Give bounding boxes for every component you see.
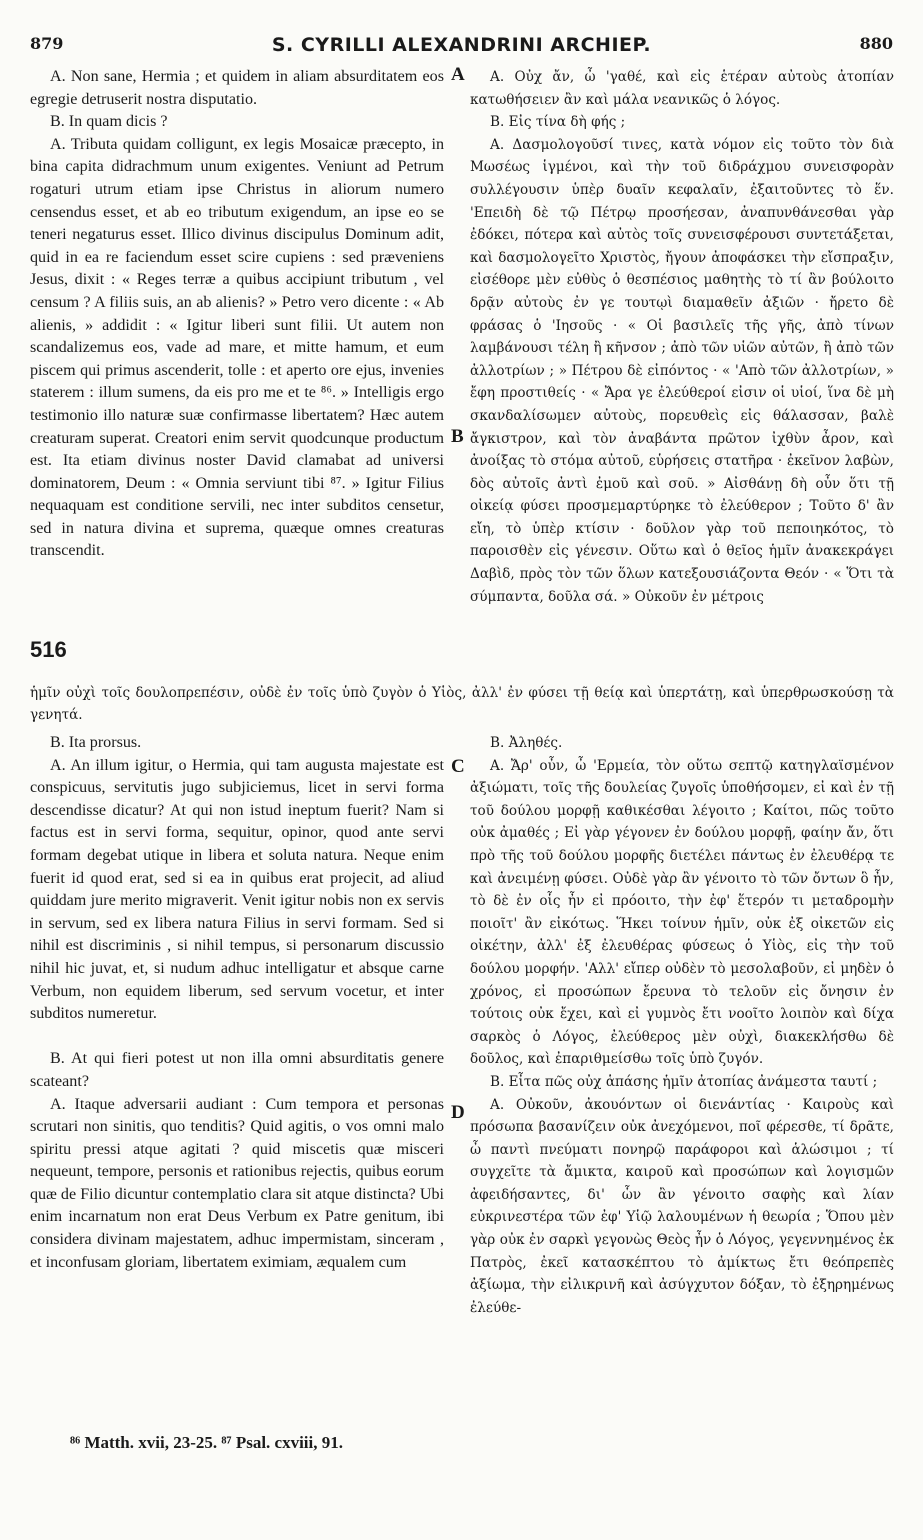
paragraph-gap xyxy=(30,1026,444,1049)
latin-paragraph: A. Non sane, Hermia ; et quidem in aliam absurditatem eos egregie detruserit nostra disputatio. xyxy=(30,68,444,108)
left-page-number: 879 xyxy=(30,34,64,53)
section-marker-a: A xyxy=(451,64,465,85)
running-title: S. CYRILLI ALEXANDRINI ARCHIEP. xyxy=(271,34,652,56)
greek-paragraph: A. Οὐχ ἄν, ὦ 'γαθέ, καὶ εἰς ἑτέραν αὐτοὺς ἀτοπίαν κατωθήσειεν ἂν καὶ μάλα νεανικῶς ὁ λόγος. xyxy=(470,69,894,108)
greek-fullwidth-line: ἡμῖν οὐχὶ τοῖς δουλοπρεπέσιν, οὐδὲ ἐν τοῖς ὑπὸ ζυγὸν ὁ Υἱὸς, ἀλλ' ἐν φύσει τῇ θείᾳ καὶ ὑπερτάτῃ, καὶ ὑπερθρωσκούσῃ τὰ γενητά. xyxy=(30,685,894,723)
greek-paragraph: A. Οὐκοῦν, ἀκουόντων οἱ διενάντίας · Καιροὺς καὶ πρόσωπα βασανίζειν οὐκ ἀνεχόμενοι, ποῖ φέρεσθε, τί δρᾶτε, ὦ παντὶ πνεύματι πονηρῷ παράφοροι καὶ ἁλώσιμοι ; τί συγχεῖτε τὰ ἄμικτα, καιροῦ καὶ προσώπων καὶ λογισμῶν ἀφειδήσαντες, δι' ὧν ἂν γένοιτο σαφὴς καὶ λίαν εὐκρινεστέρα τῶν ἐφ' Υἱῷ λαλουμένων ἡ θεωρία ; Ὅπου μὲν γὰρ οὐκ ἐν σαρκὶ γεγονὼς Θεὸς ἦν ὁ Λόγος, γεγεννημένος ἐκ Πατρὸς, ἐκεῖ κατασκέπτου τὸ ἀμίκτως ἔτι θεόπρεπὲς ἀξίωμα, τὴν εἰλικρινῆ καὶ ἀσύγχυτον δόξαν, τὸ ἐξηρημένως ἐλεύθε- xyxy=(470,1096,894,1316)
section-marker-d: D xyxy=(451,1102,465,1123)
latin-paragraph: B. At qui fieri potest ut non illa omni absurditatis genere scateant? xyxy=(30,1050,444,1090)
greek-column-bottom xyxy=(470,732,894,1319)
latin-column-bottom xyxy=(30,732,444,1274)
latin-paragraph: B. Ita prorsus. xyxy=(50,734,142,751)
latin-paragraph: B. In quam dicis ? xyxy=(50,113,168,131)
section-marker-b: B xyxy=(451,426,464,447)
greek-paragraph: A. Δασμολογοῦσί τινες, κατὰ νόμον εἰς τοῦτο τὸν διὰ Μωσέως ἱγμένοι, καὶ τὴν τοῦ διδράχμου συνεισφορὰν συλλέγουσιν ὑπὲρ δυαῖν κεφαλαῖν, ἐξαιτοῦντες τὸ ἕν. 'Επειδὴ δὲ τῷ Πέτρῳ προσήεσαν, ἀναπυνθάνεσθαι γὰρ ἐδόκει, πότερα καὶ αὐτὸς τοῖς συνεισφέρουσι συντετάξεται, καὶ δασμολογεῖτο Χριστὸς, ἤγουν ἀποφάσκει τὴν εἴσπραξιν, εἰσέθορε μὲν εὐθὺς ὁ θεσπέσιος μαθητὴς τὸ τί ἂν βούλοιτο δρᾷν αὐτοὺς ἐν γε τουτῳὶ διαμαθεῖν ἀξιῶν · ἤρετο δὲ φράσας ὁ 'Ιησοῦς · « Οἱ βασιλεῖς τῆς γῆς, ἀπὸ τίνων λαμβάνουσι τέλη ἢ κῆνσον ; ἀπὸ τῶν υἱῶν αὐτῶν, ἢ ἀπὸ τῶν ἀλλοτρίων ; » Πέτρου δὲ εἰπόντος · « 'Απὸ τῶν ἀλλοτρίων, » ἔφη προστιθείς · « Ἄρα γε ἐλεύθεροί εἰσιν οἱ υἱοί, ἵνα δὲ μὴ σκανδαλίσωμεν αὐτοὺς, πορευθεὶς εἰς θάλασσαν, βαλὲ ἄγκιστρον, καὶ τὸν ἀναβάντα πρῶτον ἰχθὺν ἆρον, καὶ ἀνοίξας τὸ στόμα αὐτοῦ, εὑρήσεις στατῆρα · ἐκεῖνον λαβὼν, δὸς αὐτοῖς ἀντὶ ἐμοῦ καὶ σοῦ. » Αἰσθάνῃ δὴ οὖν ὅτι τῇ οἰκείᾳ φύσει προσμεμαρτύρηκε τὸ ἐλεύθερον ; Τοῦτο δ' ἂν εἴη, τὸ ὑπὲρ κτίσιν · δοῦλον γὰρ τοῦ πεποιηκότος, τὸ παροισθὲν εἰς γένεσιν. Οὕτω καὶ ὁ θεῖος ἡμῖν ἀνακεκράγει Δαβὶδ, πρὸς τὸν τῶν ὅλων κατεξουσιάζοντα Θεόν · « Ὅτι τὰ σύμπαντα, δοῦλα σά. » Οὐκοῦν ἐν μέτροις xyxy=(470,136,894,605)
greek-paragraph: B. Ἀληθές. xyxy=(490,735,563,751)
greek-paragraph: B. Εἰς τίνα δὴ φής ; xyxy=(490,114,626,131)
margin-page-number: 516 xyxy=(30,637,67,662)
latin-paragraph: A. An illum igitur, o Hermia, qui tam augusta majestate est conspicuus, servitutis jugo subjiciemus, licet in servi forma descendisse dicatur? At qui non istud ineptum fuerit? Nam si factus est in servi forma, sequitur, opinor, quod ante servi formam degebat utique in libera et soluta natura. Neque enim fuerit id quod erat, sed si ea in quibus erat projecit, ad aliud quiddam jure merito migraverit. Venit igitur nobis non ex servis in servum, sed ex libera natura Filius in servi formam. Sed si nihil est discriminis , si nihil tempus, si personarum discussio nihil hic juvat, et, si nudum adhuc intelligatur et absque carne Verbum, non equidem liberum, sed servum vocetur, et inter subditos numeretur. xyxy=(30,756,444,1023)
greek-paragraph: A. Ἄρ' οὖν, ὦ 'Ερμεία, τὸν οὕτω σεπτῷ κατηγλαϊσμένον ἀξιώματι, τοῖς τῆς δουλείας ζυγοῖς ὑποθήσομεν, εἰ καὶ ἐν τῇ τοῦ δούλου μορφῇ καθικέσθαι λέγοιτο ; Καίτοι, πῶς τοῦτο οὐκ ἀμαθές ; Εἰ γὰρ γέγονεν ἐν δούλου μορφῇ, φαίην ἄν, ὅτι πρὸ τῆς τοῦ δούλου μορφῆς διετέλει πάντως ἐν ἐλευθέρᾳ τε καὶ ἀνειμένῃ φύσει. Οὐδὲ γὰρ ἂν γένοιτο τὸ τῶν ὄντων ὃ ἦν, τὸ δὲ ἐν οἷς ἦν εἰ πρόοιτο, τὴν ἐφ' ἕτερόν τι μεταδρομὴν ποιοῖτ' ἂν εἰκότως. Ἥκει τοίνυν ἡμῖν, οὐκ ἐξ οἰκετῶν εἰς οἰκέτην, ἀλλ' ἐξ ἐλευθέρας φύσεως ὁ Υἱὸς, εἰς τὴν τοῦ δούλου μορφήν. 'Αλλ' εἴπερ οὐδὲν τὸ μεσολαβοῦν, εἰ μηδὲν ὁ χρόνος, εἰ προσώπων ἔρευνα τὸ τελοῦν εἰς ὄνησιν ἐν τούτοις οὐκ ἔχει, καὶ εἰ γυμνὸς ἔτι νοοῖτο λοιπὸν καὶ δίχα σαρκὸς ὁ Λόγος, ἐλεύθερος μὲν οὐχὶ, διακεκλήσθω δὲ δοῦλος, καὶ ἐπαριθμείσθω τοῖς ὑπὸ ζυγόν. xyxy=(470,757,894,1068)
latin-paragraph: A. Itaque adversarii audiant : Cum tempora et personas scrutari non sinitis, quo tenditis? Quid agitis, o vos omni malo spiritu pressi atque agitati ? quid miscetis quæ misceri nequeunt, tempore, personis et rationibus rejectis, quibus eorum quæ de Filio dicuntur contemplatio clara sit atque distincta? Ubi enim incarnatum non erat Deus Verbum ex Patre genitum, ibi considera divinam majestatem, adhuc impermistam, sinceram , et inconfusam gloriam, libertatem eximiam, æqualem cum xyxy=(30,1095,444,1271)
page-header xyxy=(30,34,893,64)
greek-paragraph: B. Εἶτα πῶς οὐχ ἁπάσης ἡμῖν ἀτοπίας ἀνάμεστα ταυτί ; xyxy=(490,1073,878,1090)
section-marker-c: C xyxy=(451,756,465,777)
greek-column-top xyxy=(470,66,894,676)
latin-column-top xyxy=(30,66,444,676)
latin-paragraph: A. Tributa quidam colligunt, ex legis Mosaicæ præcepto, in bina capita didrachmum unum exigentes. Veniunt ad Petrum rogaturi utrum etiam ipse Christus in aliorum numero censendus esset, et ab eo tributum exigendum, an ipse eo se teneri negaturus esset. Illico divinus discipulus Dominum adit, quid in ea re faciendum esset scire cupiens : sed præveniens Jesus, dixit : « Reges terræ a quibus accipiunt tributum , vel censum ? A filiis suis, an ab alienis? » Petro vero dicente : « Ab alienis, » addidit : « Igitur liberi sunt filii. Ut autem non scandalizemus eos, vade ad mare, et mitte hamum, et eum piscem qui primus ascenderit, tolle : et aperto ore ejus, invenies staterem : illum sumens, da eis pro me et te ⁸⁶. » Intelligis ergo testimonio illo naturæ suæ confirmasse libertatem? Hæc autem creaturam superat. Creatori enim servit quodcunque productum est. Ita etiam divinus noster David clamabat ad universi dominatorem, Deum : « Omnia serviunt tibi ⁸⁷. » Igitur Filius nequaquam est conditione servili, nec inter subditos censetur, sed in natura divina et suprema, quæque omnes creaturas transcendit. xyxy=(30,135,444,560)
right-page-number: 880 xyxy=(859,34,893,53)
footnotes: ⁸⁶ Matth. xvii, 23-25. ⁸⁷ Psal. cxviii, 91. xyxy=(70,1433,344,1452)
